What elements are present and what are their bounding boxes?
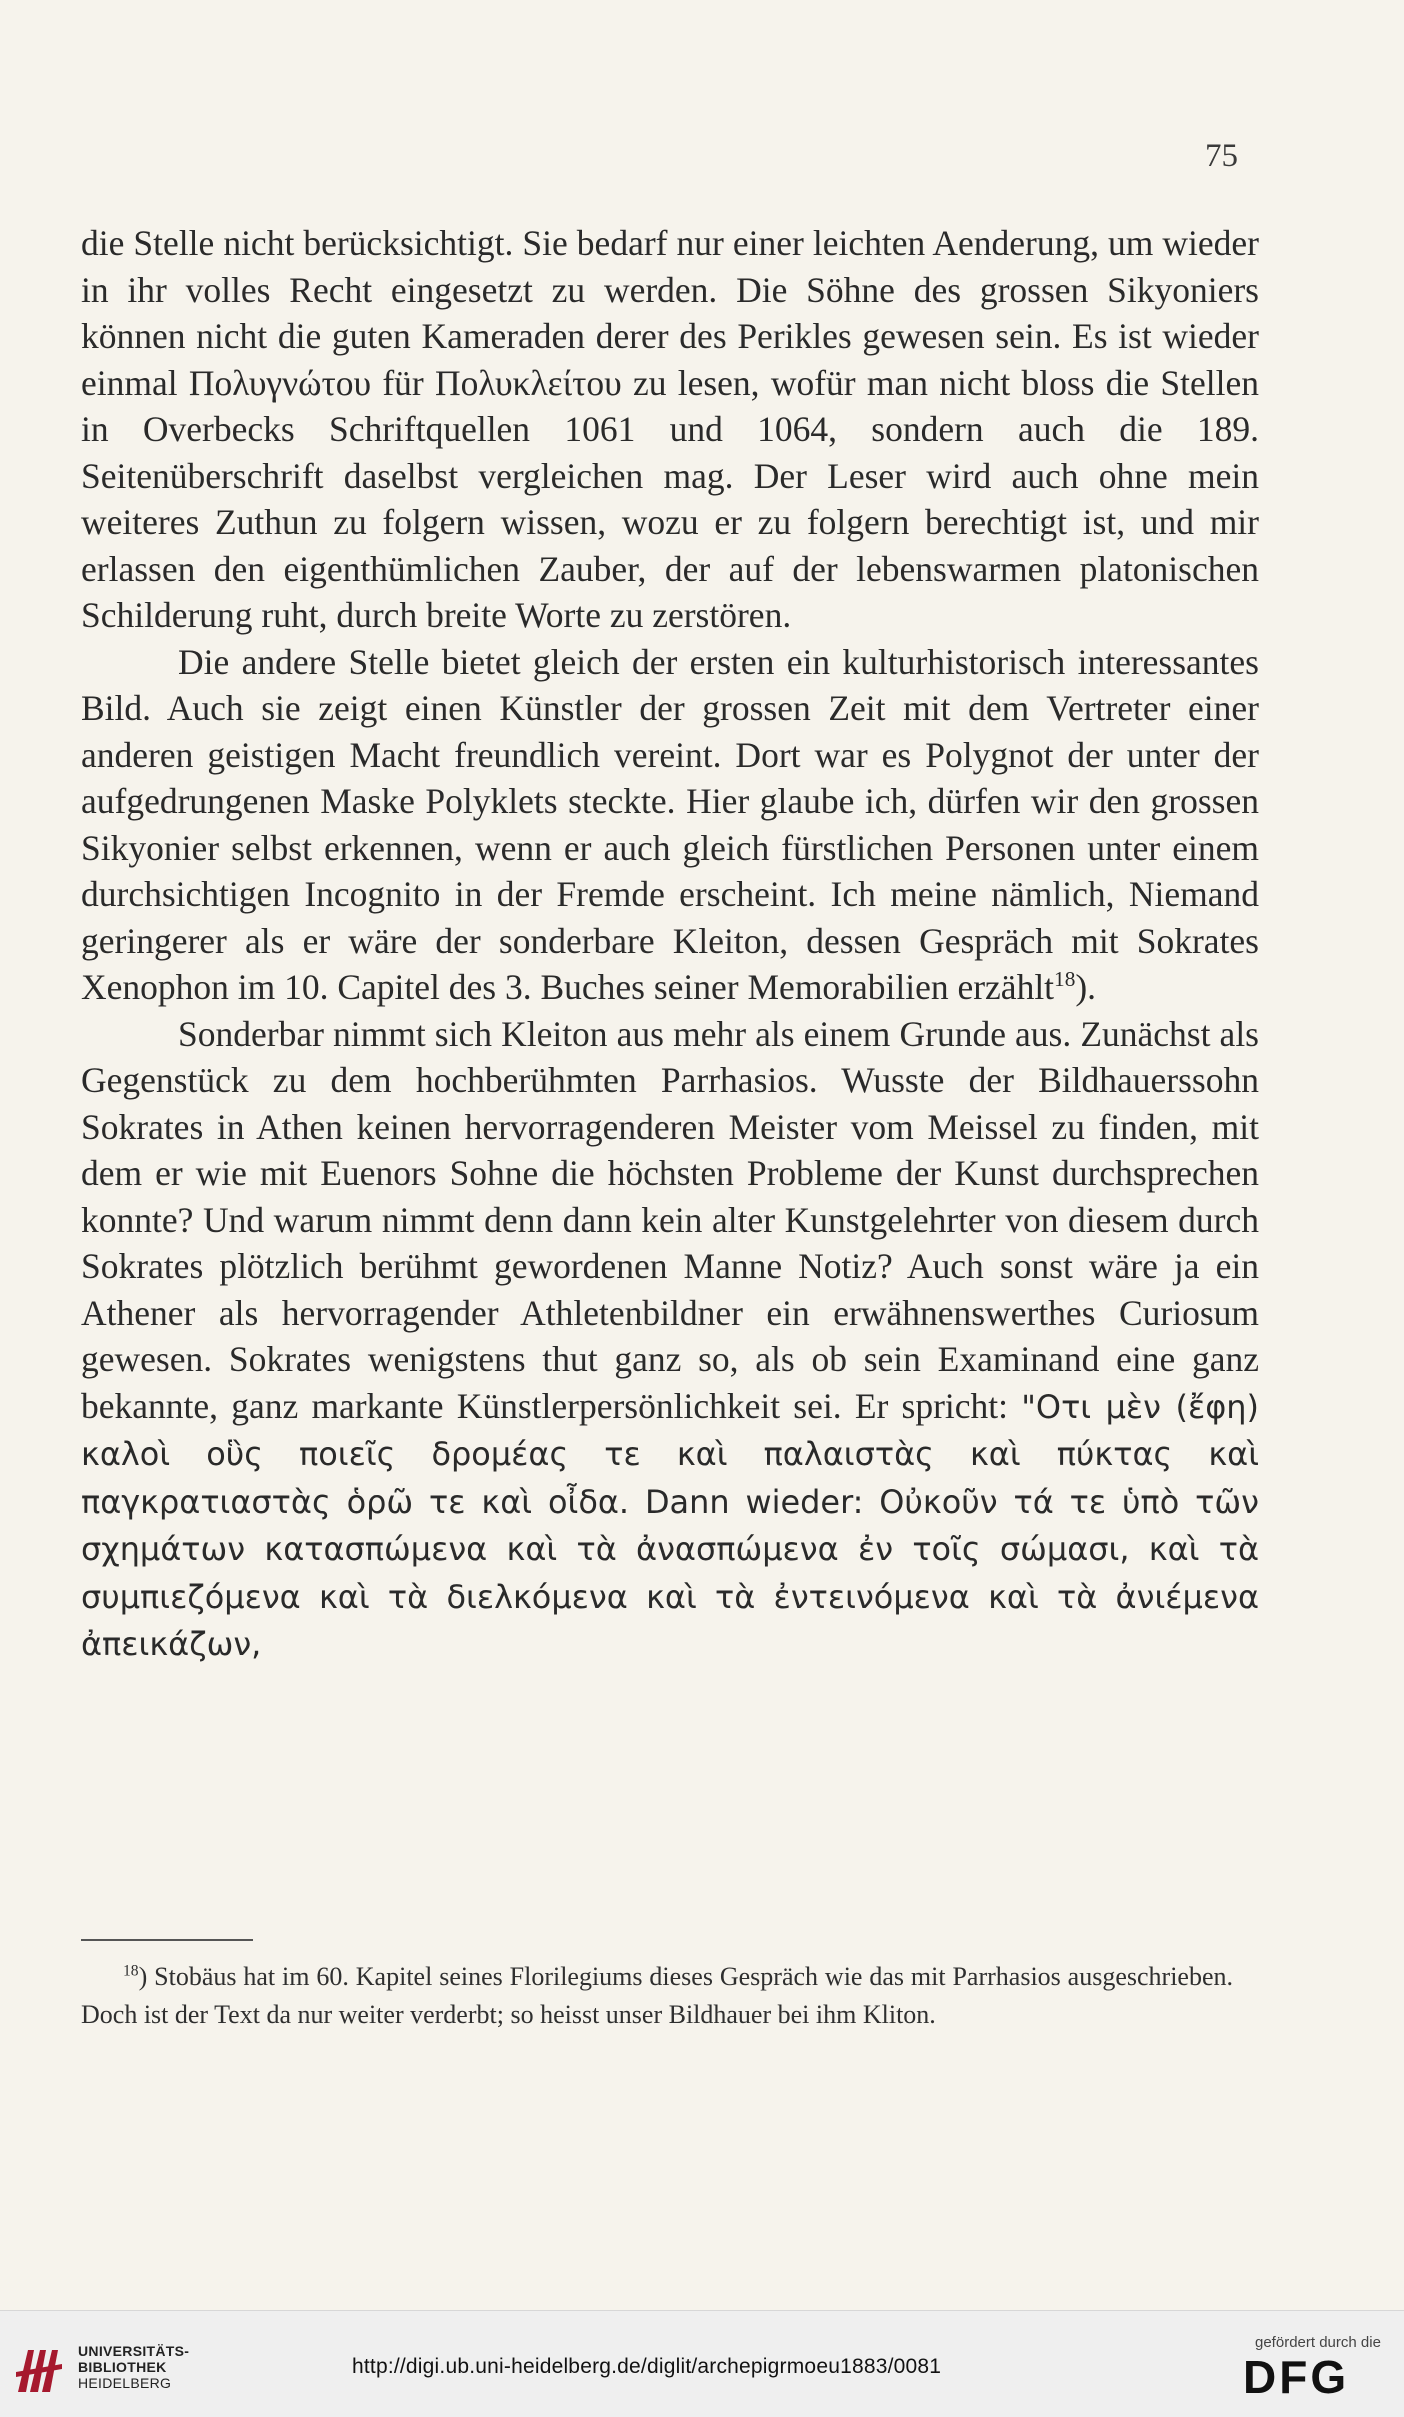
paragraph-3-text: Sonderbar nimmt sich Kleiton aus mehr als einem Grunde aus. Zunächst als Gegenstück zu dem hochberühmten Parrhasios. Wusste der Bildhauerssohn Sokrates in Athen keinen hervorragenderen Meister vom Meissel zu finden, mit dem er wie mit Euenors Sohne die höchsten Probleme der Kunst durchsprechen konnte? Und warum nimmt denn dann kein alter Kunstgelehrter von diesem durch Sokrates plötzlich berühmt gewordenen Manne Notiz? Auch sonst wäre ja ein Athener als hervorragender Athletenbildner ein erwähnenswerthes Curiosum gewesen. Sokrates wenigstens thut ganz so, als ob sein Examinand eine ganz bekannte, ganz markante Künstlerpersönlichkeit sei. Er spricht: [81, 1013, 1259, 1426]
footnote-separator [81, 1939, 253, 1941]
footnote-marker: 18 [123, 1962, 139, 1980]
paragraph-2 [81, 639, 1259, 1011]
funded-by-label: gefördert durch die [1255, 2334, 1381, 2351]
page-number: 75 [1205, 138, 1238, 174]
main-text [81, 220, 1259, 1668]
paragraph-3 [81, 1011, 1259, 1668]
paragraph-1: die Stelle nicht berücksichtigt. Sie bedarf nur einer leichten Aenderung, um wieder in ihr volles Recht eingesetzt zu werden. Die Söhne des grossen Sikyoniers können nicht die guten Kameraden derer des Perikles gewesen sein. Es ist wieder einmal Πολυγνώτου für Πολυκλείτου zu lesen, wofür man nicht bloss die Stellen in Overbecks Schriftquellen 1061 und 1064, sondern auch die 189. Seitenüberschrift daselbst vergleichen mag. Der Leser wird auch ohne mein weiteres Zuthun zu folgern wissen, wozu er zu folgern berechtigt ist, und mir erlassen den eigenthümlichen Zauber, der auf der lebenswarmen platonischen Schilderung ruht, durch breite Worte zu zerstören. [81, 223, 1259, 635]
paragraph-2-tail: ). [1075, 967, 1097, 1007]
paragraph-2-text: Die andere Stelle bietet gleich der ersten ein kulturhistorisch interessantes Bild. Auch sie zeigt einen Künstler der grossen Zeit mit dem Vertreter einer anderen geistigen Macht freundlich vereint. Dort war es Polygnot der unter der aufgedrungenen Maske Polyklets steckte. Hier glaube ich, dürfen wir den grossen Sikyonier selbst erkennen, wenn er auch gleich fürstlichen Personen unter einem durchsichtigen Incognito in der Fremde erscheint. Ich meine nämlich, Niemand geringerer als er wäre der sonderbare Kleiton, dessen Gespräch mit Sokrates Xenophon im 10. Capitel des 3. Buches seiner Memorabilien erzählt [81, 641, 1259, 1007]
footnote [81, 1958, 1233, 2034]
footnote-text: ) Stobäus hat im 60. Kapitel seines Florilegiums dieses Gespräch wie das mit Parrhasios ausgeschrieben. Doch ist der Text da nur weiter verderbt; so heisst unser Bildhauer bei ihm Kliton. [81, 1962, 1233, 2029]
footnote-reference[interactable]: 18 [1054, 967, 1076, 992]
university-library-name: UNIVERSITÄTS- BIBLIOTHEK HEIDELBERG [78, 2343, 190, 2391]
permalink-url[interactable]: http://digi.ub.uni-heidelberg.de/diglit/archepigrmoeu1883/0081 [352, 2355, 942, 2378]
greek-quotation: "Οτι μὲν (ἔφη) καλοὶ οὓς ποιεῖς δρομέας τε καὶ παλαιστὰς καὶ πύκτας καὶ παγκρατιαστὰς ὁρῶ τε καὶ οἶδα. Dann wieder: Οὐκοῦν τά τε ὑπὸ τῶν σχημάτων κατασπώμενα καὶ τὰ ἀνασπώμενα ἐν τοῖς σώμασι, καὶ τὰ συμπιεζόμενα καὶ τὰ διελκόμενα καὶ τὰ ἐντεινόμενα καὶ τὰ ἀνιέμενα ἀπεικάζων, [81, 1387, 1259, 1663]
heidelberg-library-logo-icon[interactable] [12, 2342, 70, 2400]
dfg-logo[interactable]: DFG [1243, 2351, 1350, 2403]
